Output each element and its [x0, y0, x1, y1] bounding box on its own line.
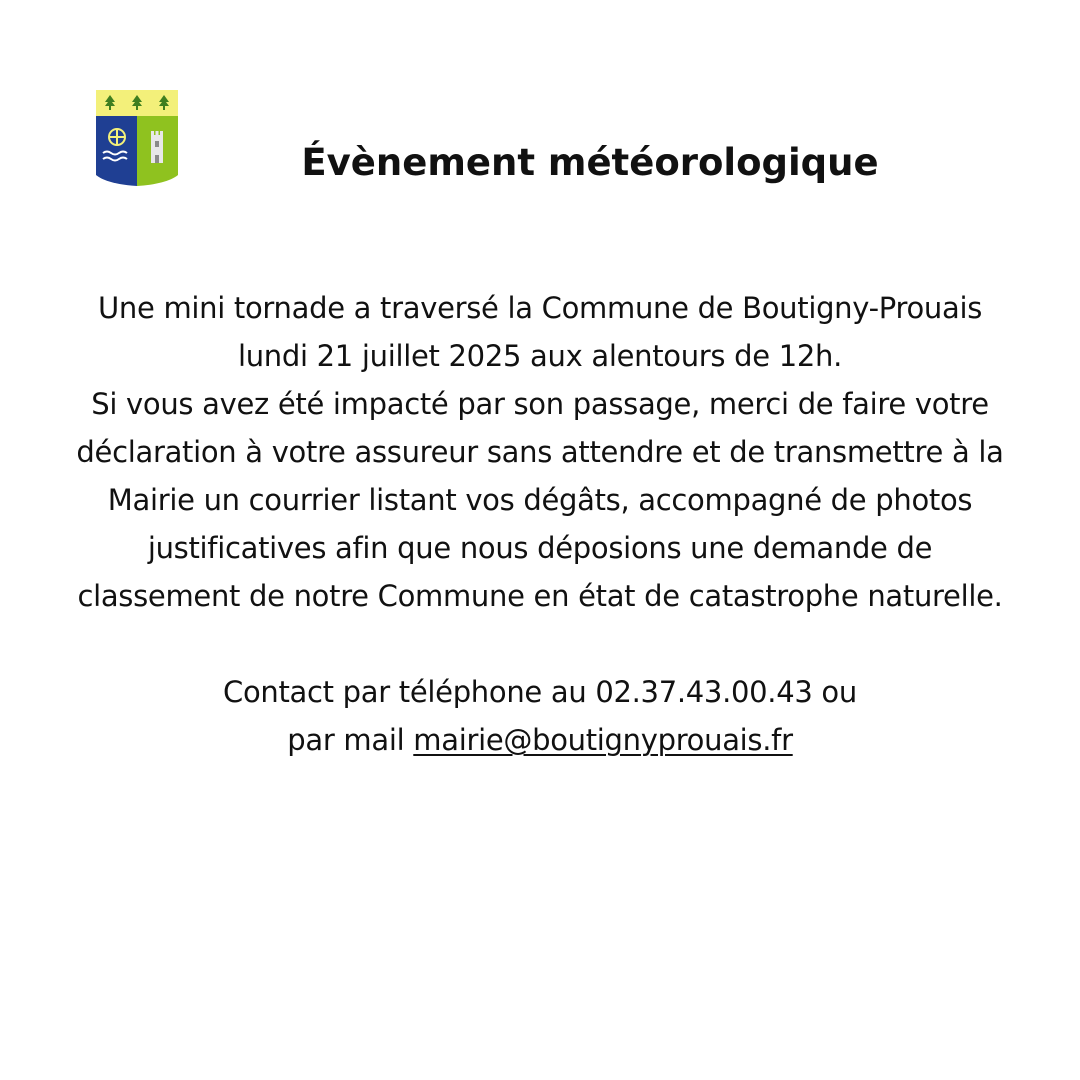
paragraph-gap: [0, 620, 1080, 668]
contact-phone-line: Contact par téléphone au 02.37.43.00.43 ou: [223, 675, 857, 709]
announcement-line: classement de notre Commune en état de catastrophe naturelle.: [77, 579, 1003, 613]
announcement-line: Une mini tornade a traversé la Commune de Boutigny-Prouais: [97, 291, 983, 325]
contact-mail-prefix: par mail: [287, 723, 414, 757]
announcement-body: [0, 284, 1080, 764]
announcement-line: lundi 21 juillet 2025 aux alentours de 12h.: [237, 339, 843, 373]
contact-mail-line: [0, 716, 1080, 764]
email-link[interactable]: mairie@boutignyprouais.fr: [413, 723, 793, 757]
announcement-line: déclaration à votre assureur sans attendre et de transmettre à la: [76, 435, 1004, 469]
page-title: Évènement météorologique: [301, 141, 879, 184]
announcement-line: Si vous avez été impacté par son passage, merci de faire votre: [91, 387, 989, 421]
announcement-line: Mairie un courrier listant vos dégâts, accompagné de photos: [107, 483, 973, 517]
municipal-coat-of-arms-icon: [95, 89, 179, 187]
announcement-line: justificatives afin que nous déposions une demande de: [147, 531, 933, 565]
